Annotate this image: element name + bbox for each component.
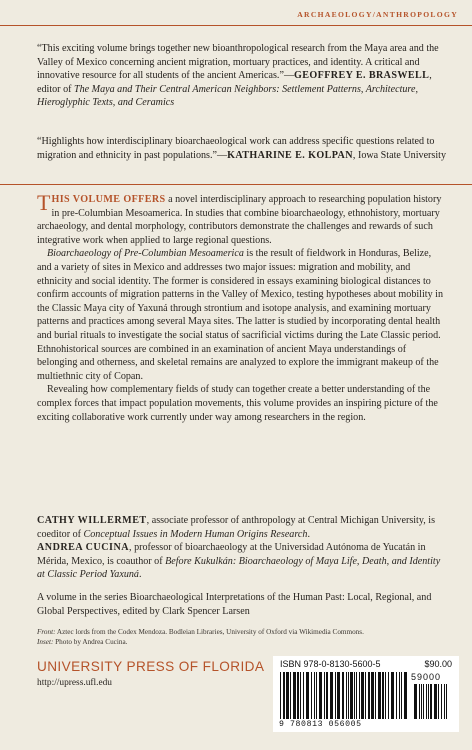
barcode-bar: [316, 672, 317, 719]
barcode-bar: [359, 672, 360, 719]
bio-willermet: [37, 514, 447, 541]
barcode-bar: [326, 672, 328, 719]
description-paragraph-2: [37, 247, 447, 383]
paragraph-text: is the result of fieldwork in Honduras, Belize, and a variety of sites in Mexico and addresses two major issues: migration and mobility, and ethnicity and social identity. The former is considered in essays examining biological distances to confirm accounts of migration patterns in the Valley of Mexico, testing hypotheses about mobility in the Classic Maya city of Yaxuná through strontium and isotope analysis, and examining mortuary patterns and practices among several Maya sites. The latter is studied by incorporating dental health and burial rituals to investigate the social status of sacrificial victims during the Late Classic period. Ethnohistorical sources are combined in an examination of ancient Maya understandings of belonging and otherness, and skeletal remains are analyzed to explore the immigrant makeup of the multiethnic city of Copan.: [37, 248, 444, 382]
barcode-bar: [385, 672, 386, 719]
quote-text: “Highlights how interdisciplinary bioarchaeological work can address specific questions related to migration and ethnicity in past populations.”—: [37, 136, 435, 161]
price: $90.00: [424, 659, 452, 669]
author-name: ANDREA CUCINA: [37, 542, 130, 554]
inset-credit: [37, 637, 447, 647]
barcode-bar: [354, 672, 355, 719]
barcode-bar: [388, 672, 389, 719]
barcode-bar: [280, 672, 281, 719]
drop-cap: T: [37, 190, 51, 215]
barcode-bar: [414, 684, 417, 719]
barcode-bar: [350, 672, 353, 719]
barcode-bar: [399, 672, 400, 719]
cover-credits: [37, 627, 447, 647]
barcode-bar: [330, 672, 333, 719]
supplement-bars: [413, 684, 451, 719]
barcode-bar: [337, 672, 340, 719]
barcode-bar: [401, 672, 402, 719]
publisher-url[interactable]: http://upress.ufl.edu: [37, 678, 112, 688]
bio-end: .: [307, 528, 310, 540]
quote-author: GEOFFREY E. BRASWELL: [294, 70, 430, 82]
quote-author: KATHARINE E. KOLPAN: [227, 149, 353, 161]
barcode-bar: [356, 672, 357, 719]
barcode-bar: [382, 672, 384, 719]
barcode-bar: [423, 684, 424, 719]
top-rule: [0, 25, 472, 26]
lead-in: HIS VOLUME OFFERS: [51, 194, 166, 205]
barcode-bar: [297, 672, 299, 719]
barcode-digits: 9 780813 056005: [279, 720, 362, 729]
barcode-bar: [375, 672, 376, 719]
barcode-bar: [419, 684, 420, 719]
barcode-bar: [319, 672, 322, 719]
bio-text: , associate professor of anthropology at Central Michigan University, is coeditor of: [37, 515, 436, 540]
barcode-bar: [342, 672, 344, 719]
barcode-bar: [404, 672, 407, 719]
quote-kolpan: [37, 135, 447, 162]
barcode-bar: [446, 684, 447, 719]
author-bios: [37, 514, 447, 582]
barcode-bar: [444, 684, 445, 719]
barcode-bar: [283, 672, 285, 719]
quote-braswell: [37, 42, 447, 110]
category-label: ARCHAEOLOGY/ANTHROPOLOGY: [297, 10, 458, 19]
quote-dash: —: [283, 70, 295, 82]
barcode-bar: [324, 672, 325, 719]
barcode-bar: [428, 684, 429, 719]
credit-label: Front:: [37, 628, 56, 636]
barcode-bar: [300, 672, 301, 719]
description-paragraph-3: Revealing how complementary fields of study can together create a better understanding of the complex forces that impact population movements, this volume provides an inspiring picture of the exciting collaborative work currently under way among researchers in the region.: [37, 384, 438, 423]
barcode-bar: [421, 684, 422, 719]
front-credit: [37, 627, 447, 637]
barcode-bar: [286, 672, 289, 719]
description-paragraph-1: [37, 190, 447, 247]
barcode-bar: [438, 684, 439, 719]
supplement-code: 59000: [411, 672, 442, 682]
description: [37, 190, 447, 424]
bio-cucina: [37, 541, 447, 582]
barcode-bar: [293, 672, 296, 719]
barcode-bar: [306, 672, 309, 719]
barcode-bar: [335, 672, 336, 719]
author-name: CATHY WILLERMET: [37, 515, 147, 526]
barcode-bars: [279, 672, 407, 719]
barcode-bar: [314, 672, 315, 719]
barcode-bar: [378, 672, 381, 719]
bio-end: .: [138, 569, 142, 581]
series-note: A volume in the series Bioarchaeological Interpretations of the Human Past: Local, Regional, and Global Perspectives, edited by Clark Spencer Larsen: [37, 592, 432, 617]
quote-affiliation: , Iowa State University: [352, 149, 446, 161]
barcode-bar: [365, 672, 366, 719]
quote-text: “This exciting volume brings together new bioanthropological research from the Maya area and the Valley of Mexico concerning ancient migration, mortuary practices, and identity. A critical and innovative resource for all students of the ancient Americas.”: [37, 43, 439, 82]
isbn: ISBN 978-0-8130-5600-5: [280, 659, 381, 669]
bio-text: , professor of bioarchaeology at the Universidad Autónoma de Yucatán in Mérida, Mexico, is coauthor of: [37, 542, 426, 567]
publisher-name: UNIVERSITY PRESS OF FLORIDA: [37, 659, 265, 674]
isbn-price-line: [280, 659, 452, 669]
paragraph-text: a novel interdisciplinary approach to researching population history in pre-Columbian Mesoamerica. In studies that combine bioarchaeology, ethnohistory, mortuary archaeology, and dental morphology, contributors demonstrate the challenges and rewards of such integrative work when applied to large regional questions.: [37, 194, 442, 246]
book-title: Bioarchaeology of Pre-Columbian Mesoamerica: [47, 248, 244, 260]
barcode-bar: [371, 672, 374, 719]
barcode: [273, 656, 459, 732]
barcode-bar: [346, 672, 347, 719]
middle-rule: [0, 184, 472, 185]
barcode-bar: [391, 672, 394, 719]
barcode-bar: [368, 672, 370, 719]
barcode-bar: [430, 684, 432, 719]
barcode-bar: [441, 684, 442, 719]
barcode-bar: [348, 672, 349, 719]
credit-text: Photo by Andrea Cucina.: [53, 638, 128, 646]
book-title: Before Kukulkán: Bioarchaeology of Maya Life, Death, and Identity at Classic Period Yaxuná: [37, 555, 441, 581]
credit-text: Aztec lords from the Codex Mendoza. Bodleian Libraries, University of Oxford via Wikimedia Commons.: [55, 628, 364, 636]
barcode-bar: [396, 672, 397, 719]
barcode-bar: [426, 684, 427, 719]
quote-book-title: The Maya and Their Central American Neighbors: Settlement Patterns, Architecture, Hieroglyphic Texts, and Ceramics: [37, 83, 418, 109]
barcode-bar: [311, 672, 312, 719]
barcode-bar: [361, 672, 364, 719]
barcode-bar: [290, 672, 291, 719]
quote-affiliation: , editor of: [37, 70, 432, 95]
barcode-bar: [303, 672, 304, 719]
barcode-bar: [434, 684, 437, 719]
credit-label: Inset:: [37, 638, 54, 646]
book-title: Conceptual Issues in Modern Human Origins Research: [83, 528, 308, 540]
